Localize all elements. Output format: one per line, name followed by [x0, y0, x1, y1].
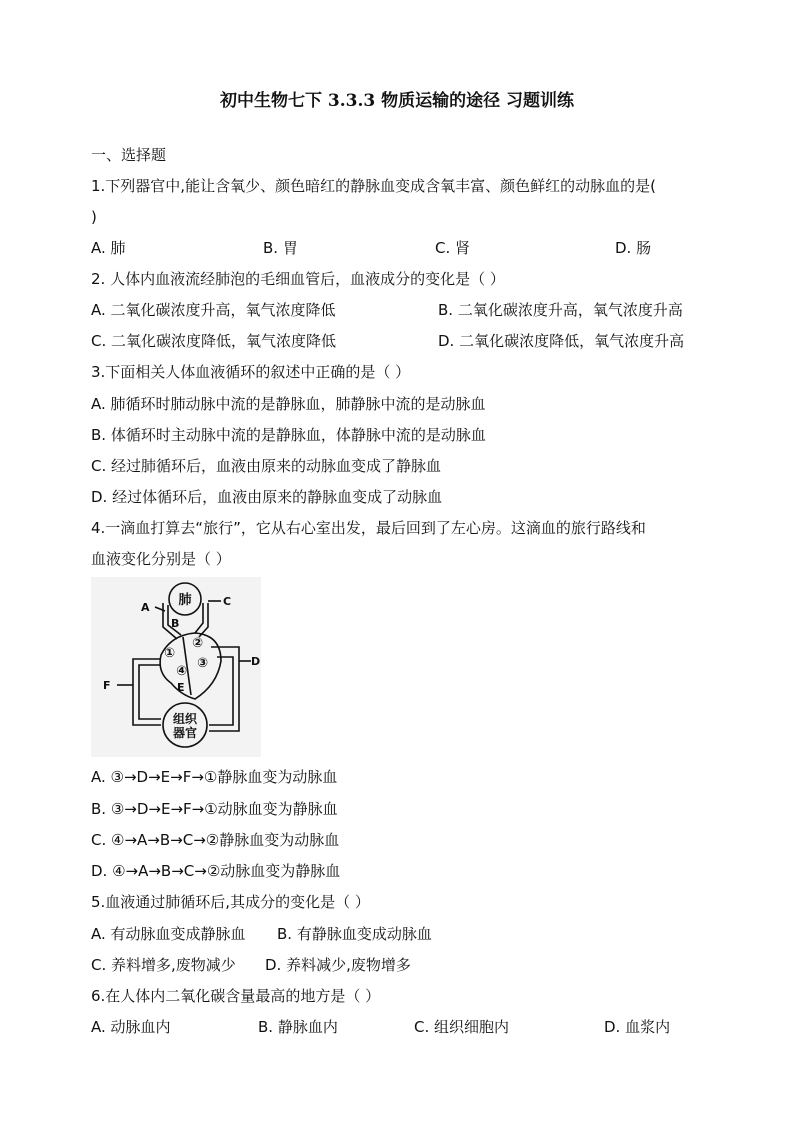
question-4-stem-cont: 血液变化分别是（ ） [91, 550, 231, 568]
chamber-3: ③ [197, 656, 209, 671]
section-heading: 一、选择题 [91, 146, 167, 164]
lung-label: 肺 [178, 593, 192, 608]
q3-option-c: C. 经过肺循环后，血液由原来的动脉血变成了静脉血 [91, 457, 442, 475]
label-b: B [171, 617, 180, 630]
q5-option-d: D. 养料减少,废物增多 [265, 956, 411, 974]
chamber-1: ① [164, 646, 176, 661]
q6-option-b: B. 静脉血内 [258, 1018, 338, 1036]
q4-option-b: B. ③→D→E→F→①动脉血变为静脉血 [91, 800, 338, 818]
q4-option-c: C. ④→A→B→C→②静脉血变为动脉血 [91, 831, 340, 849]
q2-option-a: A. 二氧化碳浓度升高，氧气浓度降低 [91, 301, 336, 319]
page-title: 初中生物七下 3.3.3 物质运输的途径 习题训练 [219, 91, 575, 111]
circulation-diagram [91, 577, 261, 757]
question-5-stem: 5.血液通过肺循环后,其成分的变化是（ ） [91, 893, 370, 911]
q1-option-c: C. 肾 [435, 239, 471, 257]
q1-option-d: D. 肠 [615, 239, 652, 257]
question-1-stem-cont: ) [91, 208, 97, 226]
question-3-stem: 3.下面相关人体血液循环的叙述中正确的是（ ） [91, 363, 411, 381]
q5-option-c: C. 养料增多,废物减少 [91, 956, 236, 974]
label-d: D [251, 655, 261, 668]
q6-option-a: A. 动脉血内 [91, 1018, 171, 1036]
q1-option-b: B. 胃 [263, 239, 298, 257]
chamber-2: ② [192, 636, 204, 651]
question-6-stem: 6.在人体内二氧化碳含量最高的地方是（ ） [91, 987, 381, 1005]
q6-option-c: C. 组织细胞内 [414, 1018, 510, 1036]
label-a: A [141, 601, 150, 614]
q2-option-d: D. 二氧化碳浓度降低，氧气浓度升高 [438, 332, 685, 350]
q4-option-a: A. ③→D→E→F→①静脉血变为动脉血 [91, 768, 338, 786]
question-4-stem: 4.一滴血打算去“旅行”，它从右心室出发，最后回到了左心房。这滴血的旅行路线和 [91, 519, 646, 537]
label-e: E [177, 681, 185, 694]
organ-label-2: 器官 [172, 726, 198, 740]
label-f: F [103, 679, 111, 692]
chamber-4: ④ [176, 664, 188, 679]
label-c: C [223, 595, 232, 608]
q2-option-b: B. 二氧化碳浓度升高，氧气浓度升高 [438, 301, 683, 319]
q1-option-a: A. 肺 [91, 239, 126, 257]
question-1-stem: 1.下列器官中,能让含氧少、颜色暗红的静脉血变成含氧丰富、颜色鲜红的动脉血的是( [91, 177, 656, 195]
q3-option-a: A. 肺循环时肺动脉中流的是静脉血，肺静脉中流的是动脉血 [91, 395, 486, 413]
q2-option-c: C. 二氧化碳浓度降低，氧气浓度降低 [91, 332, 337, 350]
q6-option-d: D. 血浆内 [604, 1018, 671, 1036]
q4-option-d: D. ④→A→B→C→②动脉血变为静脉血 [91, 862, 341, 880]
question-2-stem: 2. 人体内血液流经肺泡的毛细血管后，血液成分的变化是（ ） [91, 270, 505, 288]
q3-option-b: B. 体循环时主动脉中流的是静脉血，体静脉中流的是动脉血 [91, 426, 486, 444]
q5-option-b: B. 有静脉血变成动脉血 [277, 925, 432, 943]
q3-option-d: D. 经过体循环后，血液由原来的静脉血变成了动脉血 [91, 488, 443, 506]
organ-label-1: 组织 [172, 712, 198, 726]
q5-option-a: A. 有动脉血变成静脉血 [91, 925, 246, 943]
